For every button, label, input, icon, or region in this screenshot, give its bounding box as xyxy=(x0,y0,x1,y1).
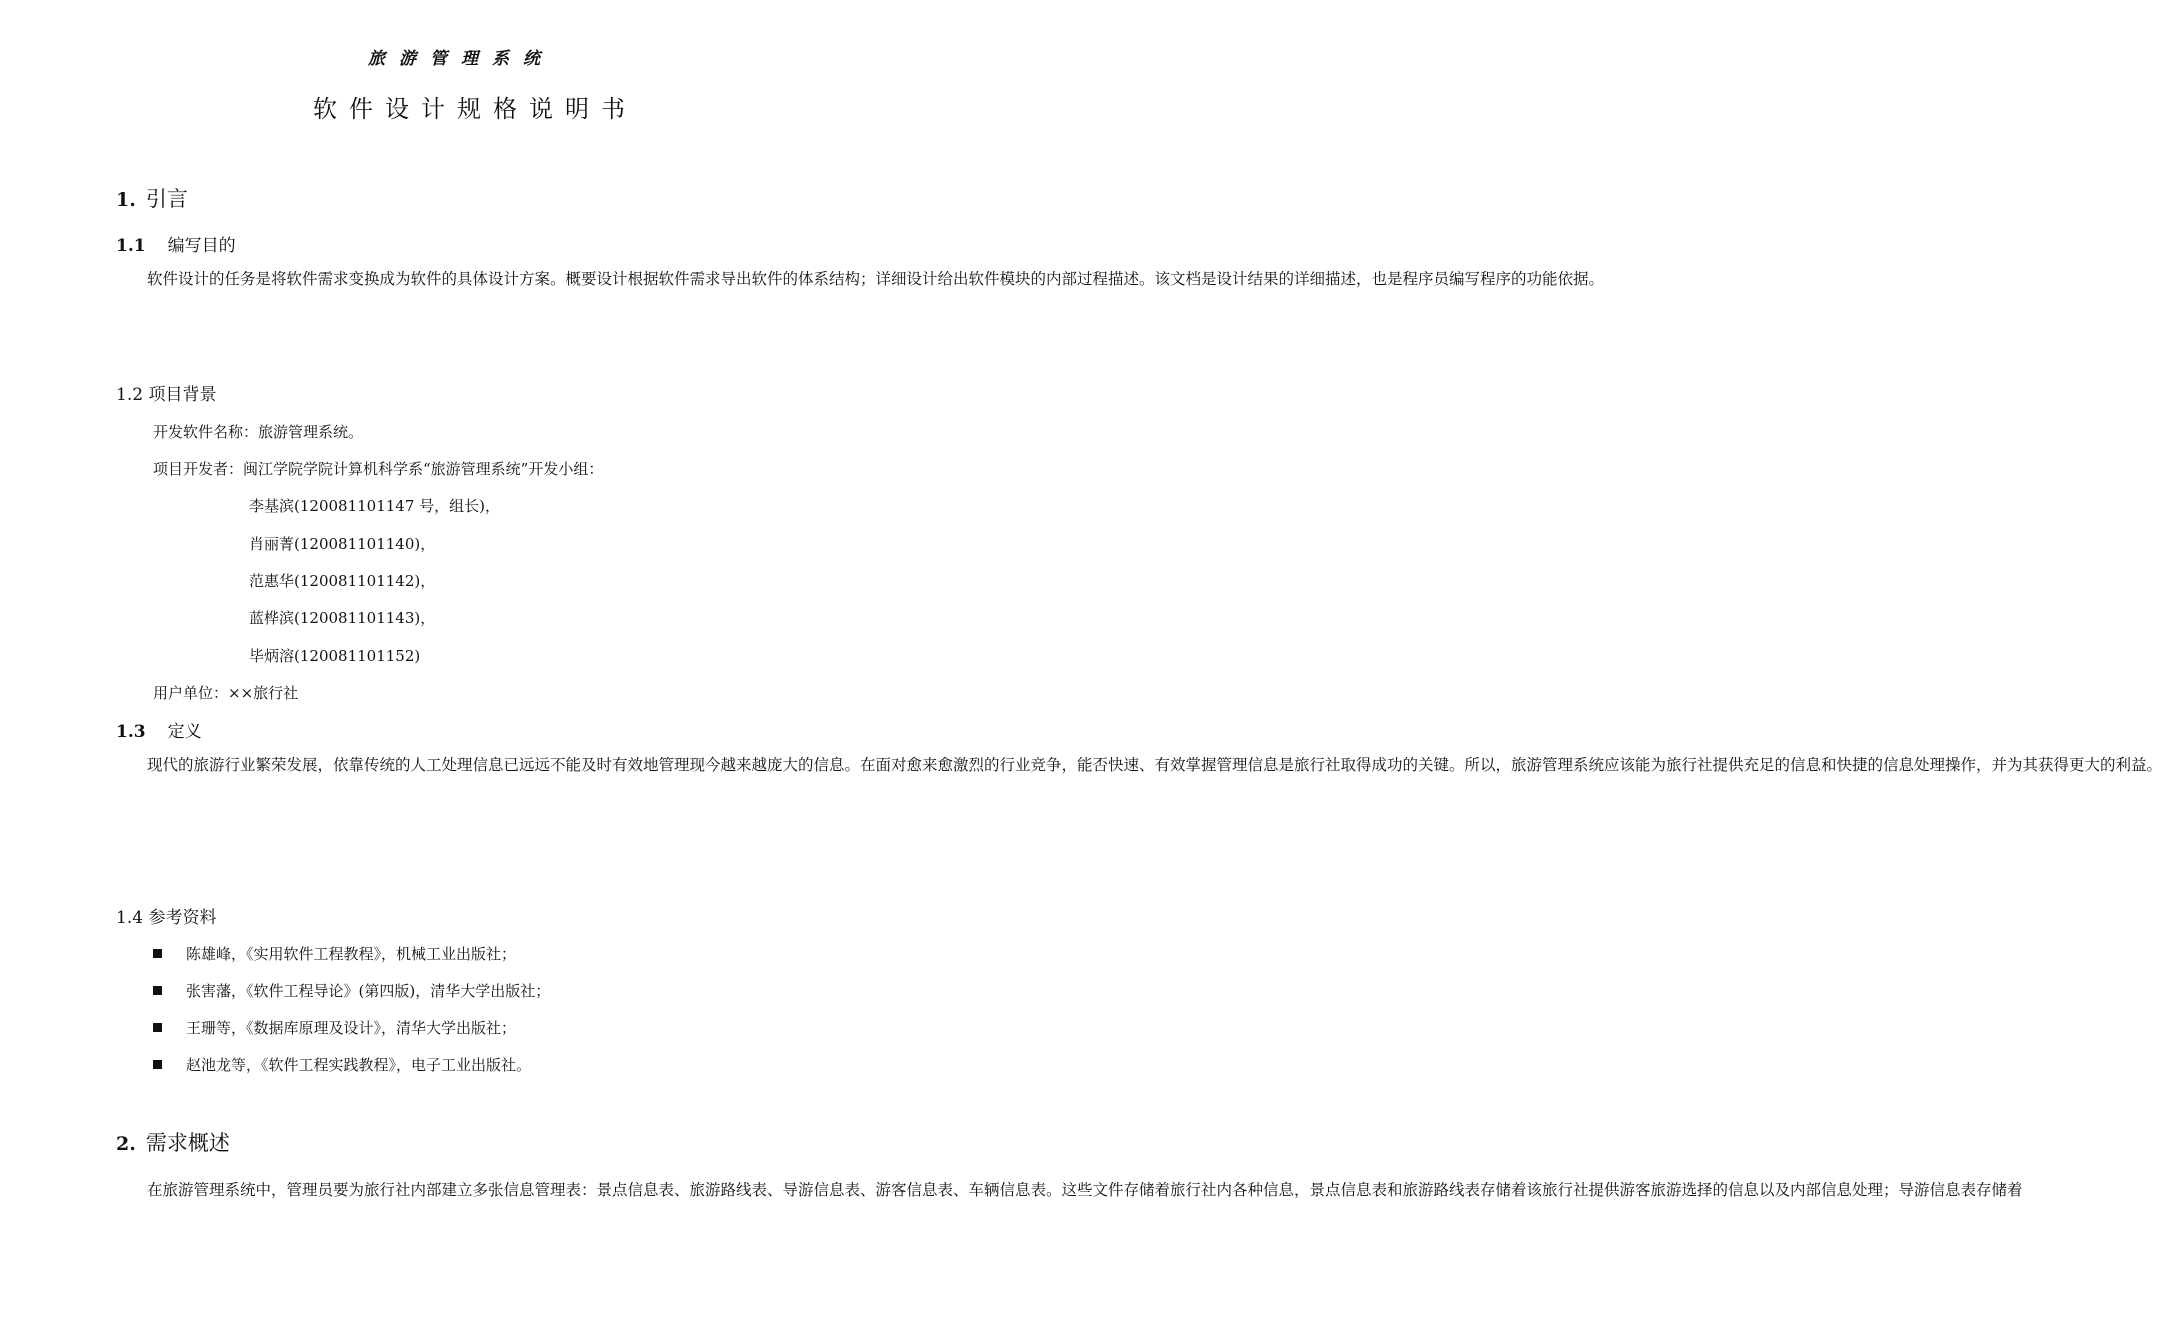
reference-item xyxy=(153,1017,516,1038)
bullet-square-icon xyxy=(153,1060,162,1069)
paragraph-text: 现代的旅游行业繁荣发展，依靠传统的人工处理信息已远远不能及时有效地管理现今越来越庞大的信息。在面对愈来愈激烈的行业竞争，能否快速、有效掌握管理信息是旅行社取得成功的关键。所以，旅游管理系统应该能为旅行社提供充足的信息和快捷的信息处理操作，并为其获得更大的利益。 xyxy=(147,756,2162,774)
section-1-2-heading: 1.2 项目背景 xyxy=(116,385,217,405)
section-1-heading xyxy=(116,183,188,213)
reference-item xyxy=(153,980,550,1001)
member-item: 范惠华(120081101142)， xyxy=(249,572,436,590)
section-2-title: 需求概述 xyxy=(145,1131,230,1155)
section-1-1-title: 编写目的 xyxy=(167,236,236,256)
section-2-heading xyxy=(116,1127,230,1157)
member-item: 毕炳溶(120081101152) xyxy=(249,647,421,665)
reference-item xyxy=(153,1054,531,1075)
section-1-3-title: 定义 xyxy=(167,722,202,742)
section-1-3-number: 1.3 xyxy=(116,722,146,742)
developer-line: 项目开发者：闽江学院学院计算机科学系“旅游管理系统”开发小组： xyxy=(153,460,604,478)
reference-item xyxy=(153,943,516,964)
bullet-square-icon xyxy=(153,1023,162,1032)
bullet-square-icon xyxy=(153,986,162,995)
bullet-square-icon xyxy=(153,949,162,958)
paragraph-text: 软件设计的任务是将软件需求变换成为软件的具体设计方案。概要设计根据软件需求导出软件的体系结构；详细设计给出软件模块的内部过程描述。该文档是设计结果的详细描述，也是程序员编写程序的功能依据。 xyxy=(147,270,1605,288)
section-1-4-heading: 1.4 参考资料 xyxy=(116,908,217,928)
member-item: 蓝桦滨(120081101143)， xyxy=(249,609,436,627)
member-item: 李基滨(120081101147 号，组长)， xyxy=(249,497,500,515)
section-1-1-paragraph xyxy=(116,261,1605,299)
section-1-title: 引言 xyxy=(145,187,188,211)
paragraph-text: 在旅游管理系统中，管理员要为旅行社内部建立多张信息管理表：景点信息表、旅游路线表、导游信息表、游客信息表、车辆信息表。这些文件存储着旅行社内各种信息，景点信息表和旅游路线表存储着该旅行社提供游客旅游选择的信息以及内部信息处理；导游信息表存储着 xyxy=(147,1181,2023,1199)
reference-text: 陈雄峰，《实用软件工程教程》，机械工业出版社； xyxy=(186,945,517,963)
system-title: 旅游管理系统 xyxy=(368,49,554,69)
section-1-1-heading xyxy=(116,231,236,256)
user-unit-line: 用户单位：××旅行社 xyxy=(153,684,299,702)
reference-text: 张害藩，《软件工程导论》(第四版)，清华大学出版社； xyxy=(186,982,551,1000)
section-2-paragraph xyxy=(116,1172,2023,1210)
section-1-number: 1. xyxy=(116,189,136,211)
reference-text: 王珊等，《数据库原理及设计》，清华大学出版社； xyxy=(186,1019,517,1037)
section-1-1-number: 1.1 xyxy=(116,236,146,256)
reference-text: 赵池龙等，《软件工程实践教程》，电子工业出版社。 xyxy=(186,1056,532,1074)
section-1-3-paragraph xyxy=(116,747,2162,785)
section-2-number: 2. xyxy=(116,1133,136,1155)
document-title: 软件设计规格说明书 xyxy=(313,95,637,123)
software-name-line: 开发软件名称：旅游管理系统。 xyxy=(153,423,364,441)
member-item: 肖丽菁(120081101140)， xyxy=(249,535,436,553)
section-1-3-heading xyxy=(116,717,202,742)
